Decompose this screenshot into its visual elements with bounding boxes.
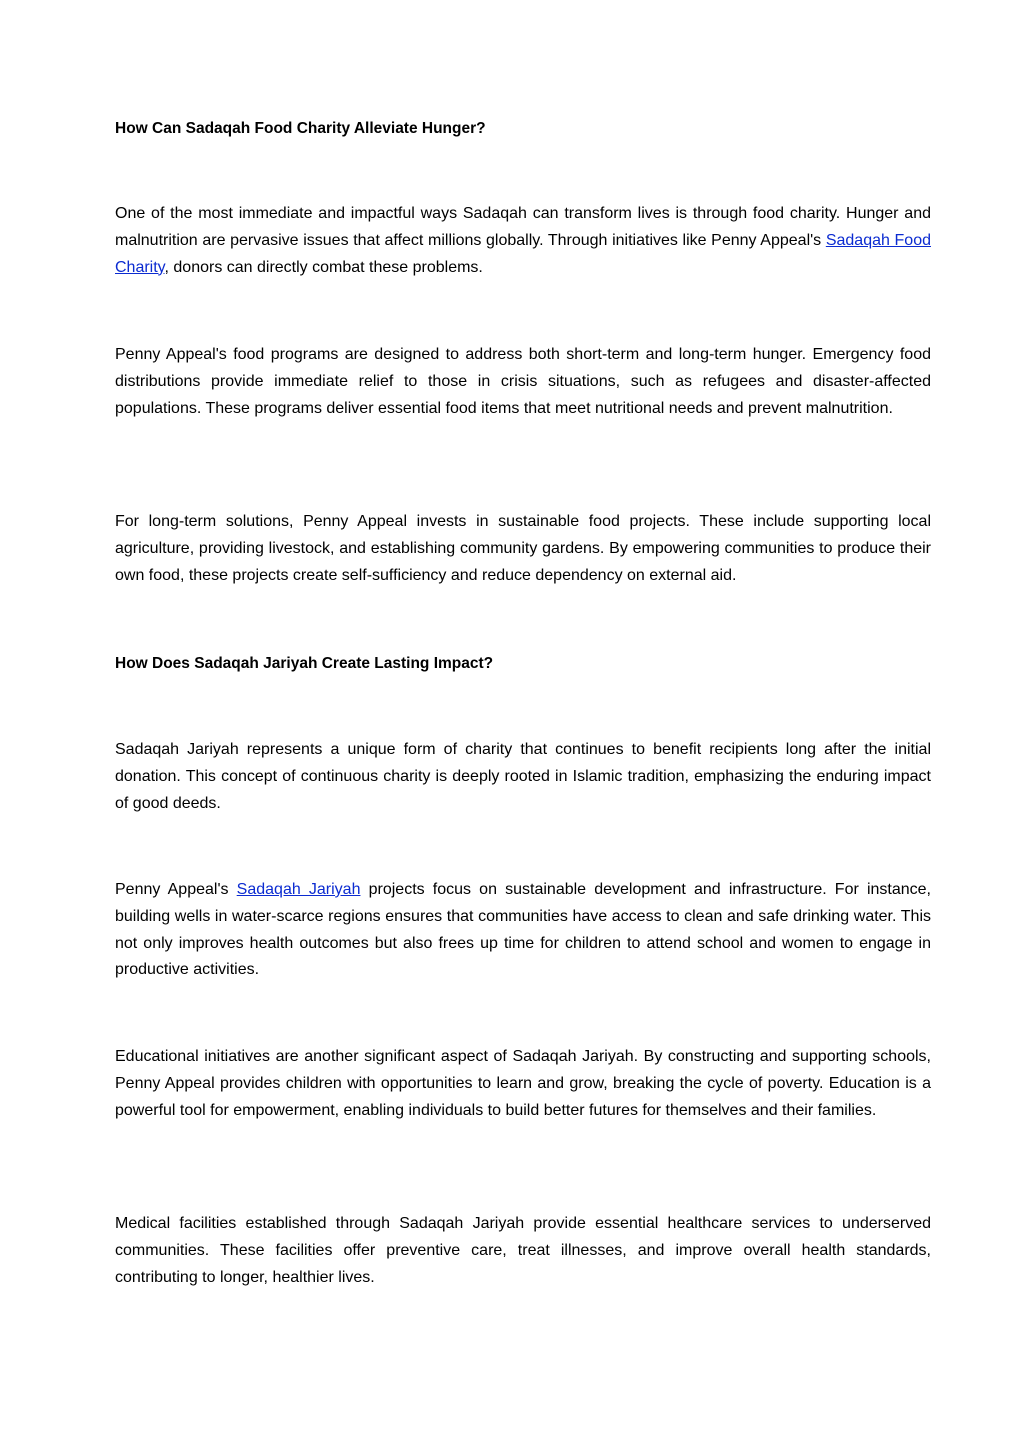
sadaqah-food-charity-link[interactable]: Sadaqah Food Charity bbox=[115, 231, 931, 276]
section-heading-sadaqah-jariyah: How Does Sadaqah Jariyah Create Lasting Impact? bbox=[115, 655, 494, 672]
paragraph-jariyah-intro: Sadaqah Jariyah represents a unique form of charity that continues to benefit recipients long after the initial donation. This concept of continuous charity is deeply rooted in Islamic tradition, emphasizing the enduring impact of good deeds. bbox=[115, 741, 931, 812]
paragraph-food-charity-intro bbox=[115, 201, 931, 281]
paragraph-text: projects focus on sustainable development and infrastructure. For instance, building wells in water-scarce regions ensures that communities have access to clean and safe drinking water. This not only improves health outcomes but also frees up time for children to attend school and women to engage in productive activities. bbox=[115, 881, 931, 979]
paragraph-text: , donors can directly combat these problems. bbox=[164, 258, 483, 276]
paragraph-text: Penny Appeal's bbox=[115, 881, 237, 898]
paragraph-long-term-solutions: For long-term solutions, Penny Appeal invests in sustainable food projects. These include supporting local agriculture, providing livestock, and establishing community gardens. By empowering communities to produce their own food, these projects create self-sufficiency and reduce dependency on external aid. bbox=[115, 513, 931, 584]
section-heading-food-charity: How Can Sadaqah Food Charity Alleviate Hunger? bbox=[115, 120, 486, 137]
sadaqah-jariyah-link[interactable]: Sadaqah Jariyah bbox=[236, 881, 361, 898]
paragraph-text: One of the most immediate and impactful ways Sadaqah can transform lives is through food charity. Hunger and malnutrition are pervasive issues that affect millions globally. Through initiatives like Penny Appeal's bbox=[115, 205, 931, 249]
paragraph-jariyah-projects bbox=[115, 877, 931, 984]
paragraph-food-programs: Penny Appeal's food programs are designed to address both short-term and long-term hunger. Emergency food distributions provide immediate relief to those in crisis situations, such as refugees and disaster-affected populations. These programs deliver essential food items that meet nutritional needs and prevent malnutrition. bbox=[115, 346, 931, 417]
paragraph-educational-initiatives: Educational initiatives are another significant aspect of Sadaqah Jariyah. By constructing and supporting schools, Penny Appeal provides children with opportunities to learn and grow, breaking the cycle of poverty. Education is a powerful tool for empowerment, enabling individuals to build better futures for themselves and their families. bbox=[115, 1048, 931, 1119]
paragraph-medical-facilities: Medical facilities established through Sadaqah Jariyah provide essential healthcare services to underserved communities. These facilities offer preventive care, treat illnesses, and improve overall health standards, contributing to longer, healthier lives. bbox=[115, 1215, 931, 1286]
document-page bbox=[115, 0, 931, 1447]
